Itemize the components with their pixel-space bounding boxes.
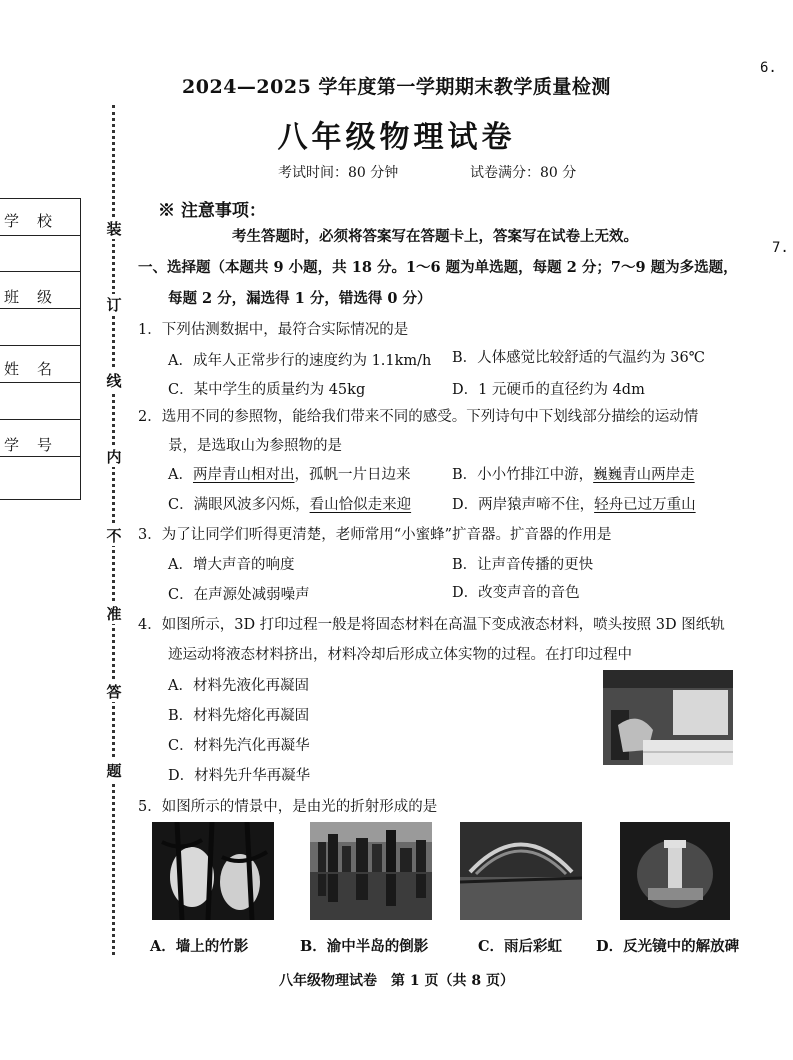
q5-option-c: C．雨后彩虹 — [478, 938, 563, 955]
binding-char: 答 — [99, 681, 129, 702]
q2-option-b: B．小小竹排江中游，巍巍青山两岸走 — [452, 467, 695, 483]
q1-stem: 1．下列估测数据中，最符合实际情况的是 — [138, 322, 409, 338]
binding-char: 不 — [99, 525, 129, 546]
binding-char: 订 — [99, 294, 129, 315]
q4-3d-printer-photo — [603, 670, 733, 765]
exam-time: 考试时间：80 分钟 — [278, 165, 399, 181]
label-number: 学号 — [4, 436, 71, 454]
q3-option-b: B．让声音传播的更快 — [452, 557, 594, 573]
q2-option-d: D．两岸猿声啼不住，轻舟已过万重山 — [452, 497, 696, 513]
class-field[interactable] — [0, 309, 80, 346]
corner-number-6: 6. — [760, 60, 777, 76]
q3-option-c: C．在声源处减弱噪声 — [168, 587, 310, 603]
corner-number-7: 7. — [772, 240, 789, 256]
q1-option-d: D．1 元硬币的直径约为 4dm — [452, 382, 645, 398]
binding-char: 线 — [99, 370, 129, 391]
section1-title-cont: 每题 2 分，漏选得 1 分，错选得 0 分） — [168, 290, 432, 307]
q4-option-c: C．材料先汽化再凝华 — [168, 738, 310, 754]
exam-year-title: 2024—2025 学年度第一学期期末教学质量检测 — [182, 76, 611, 98]
q2-option-c: C．满眼风波多闪烁，看山恰似走来迎 — [168, 497, 412, 513]
binding-char: 准 — [99, 603, 129, 624]
q5-option-b: B．渝中半岛的倒影 — [300, 938, 429, 955]
q4-option-d: D．材料先升华再凝华 — [168, 768, 311, 784]
q5-option-a: A．墙上的竹影 — [150, 938, 249, 955]
page-footer: 八年级物理试卷 第 1 页（共 8 页） — [279, 973, 514, 989]
notice-text: 考生答题时，必须将答案写在答题卡上，答案写在试卷上无效。 — [232, 228, 638, 245]
name-field[interactable] — [0, 383, 80, 420]
q5-photo-rainbow — [460, 822, 582, 920]
notice-heading: ※ 注意事项： — [158, 201, 266, 221]
q1-option-b: B．人体感觉比较舒适的气温约为 36℃ — [452, 350, 705, 366]
label-class: 班级 — [4, 288, 71, 306]
q3-option-a: A．增大声音的响度 — [168, 557, 295, 573]
label-school: 学校 — [4, 212, 71, 230]
q4-stem-cont: 迹运动将液态材料挤出，材料冷却后形成立体实物的过程。在打印过程中 — [168, 647, 632, 663]
q3-option-d: D．改变声音的音色 — [452, 585, 580, 601]
q3-stem: 3．为了让同学们听得更清楚，老师常用“小蜜蜂”扩音器。扩音器的作用是 — [138, 527, 612, 543]
full-score: 试卷满分：80 分 — [470, 165, 577, 181]
q1-option-c: C．某中学生的质量约为 45kg — [168, 382, 366, 398]
number-field[interactable] — [0, 457, 80, 500]
q2-stem-cont: 景，是选取山为参照物的是 — [168, 438, 342, 454]
binding-char: 装 — [99, 218, 129, 239]
q5-photo-peninsula-reflection — [310, 822, 432, 920]
q2-stem: 2．选用不同的参照物，能给我们带来不同的感受。下列诗句中下划线部分描绘的运动情 — [138, 409, 699, 425]
q4-stem: 4．如图所示，3D 打印过程一般是将固态材料在高温下变成液态材料，喷头按照 3D 图纸轨 — [138, 617, 725, 633]
q5-photo-mirror-monument — [620, 822, 730, 920]
q5-option-d: D．反光镜中的解放碑 — [596, 938, 740, 955]
q5-photo-bamboo-shadow — [152, 822, 274, 920]
paper-title: 八年级物理试卷 — [277, 120, 516, 155]
school-field[interactable] — [0, 235, 80, 272]
label-name: 姓名 — [4, 360, 71, 378]
q1-option-a: A．成年人正常步行的速度约为 1.1km/h — [168, 353, 432, 369]
binding-char: 题 — [99, 760, 129, 781]
q4-option-a: A．材料先液化再凝固 — [168, 678, 309, 694]
q2-option-a: A．两岸青山相对出，孤帆一片日边来 — [168, 467, 411, 483]
q5-stem: 5．如图所示的情景中，是由光的折射形成的是 — [138, 799, 438, 815]
section1-title: 一、选择题（本题共 9 小题，共 18 分。1～6 题为单选题，每题 2 分；7～9 题为多选题， — [138, 259, 738, 276]
binding-char: 内 — [99, 446, 129, 467]
student-info-table — [0, 198, 82, 500]
q4-option-b: B．材料先熔化再凝固 — [168, 708, 310, 724]
